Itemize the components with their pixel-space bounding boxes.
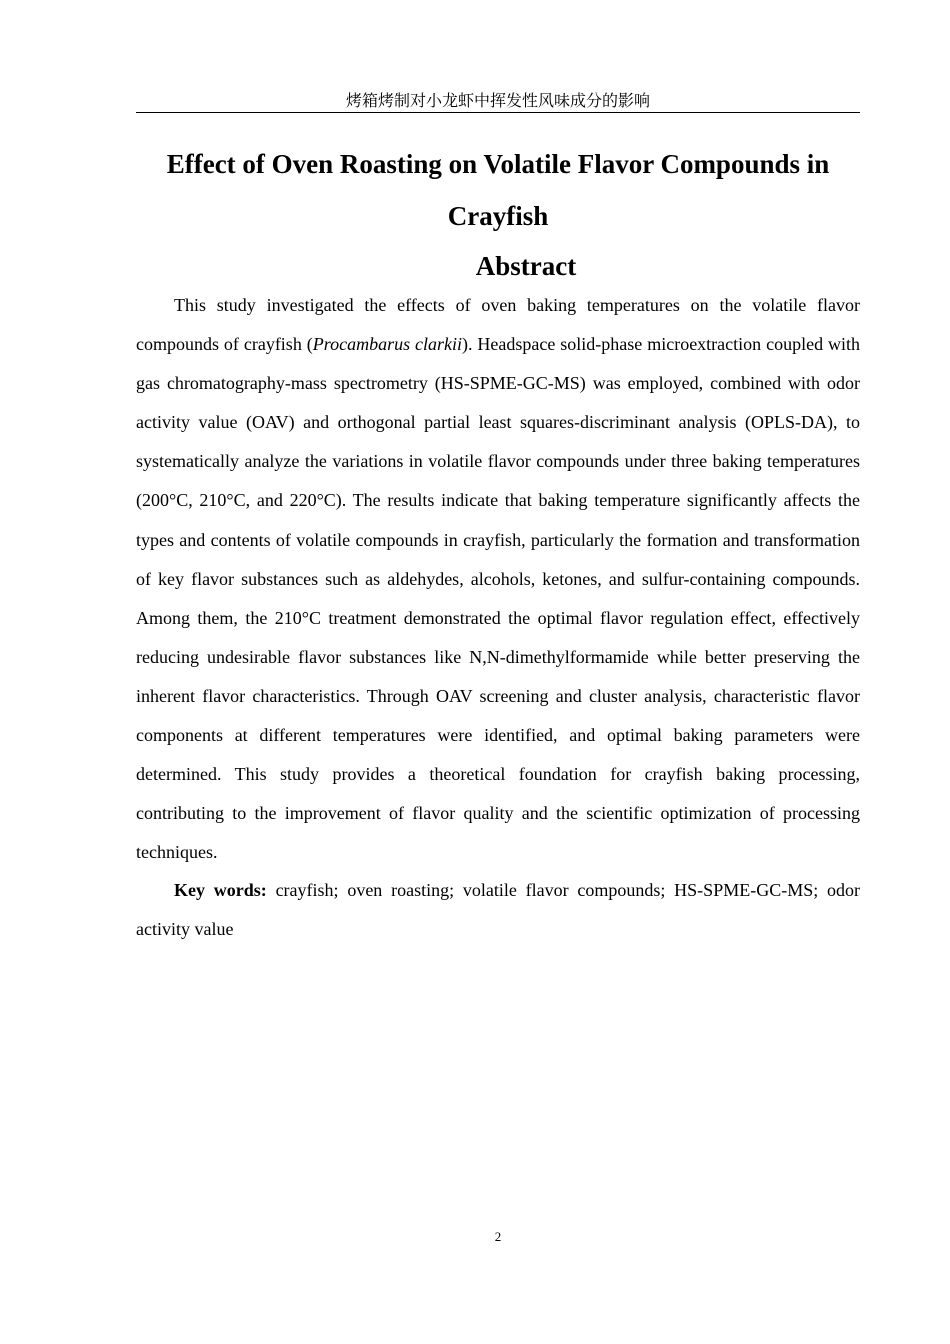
paper-title-line-1: Effect of Oven Roasting on Volatile Flavor Compounds in	[166, 149, 830, 179]
running-header-title: 烤箱烤制对小龙虾中挥发性风味成分的影响	[345, 91, 650, 110]
page-number: 2	[494, 1229, 502, 1244]
abstract-heading: Abstract	[475, 251, 577, 281]
keywords-paragraph	[136, 871, 860, 949]
abstract-text-part-2: ). Headspace solid-phase microextraction coupled with gas chromatography-mass spectrometry (HS-SPME-GC-MS) was employed, combined with odor activity value (OAV) and orthogonal partial least squares-discriminant analysis (OPLS-DA), to systematically analyze the variations in volatile flavor compounds under three baking temperatures (200°C, 210°C, and 220°C). The results indicate that baking temperature significantly affects the types and contents of volatile compounds in crayfish, particularly the formation and transformation of key flavor substances such as aldehydes, alcohols, ketones, and sulfur-containing compounds. Among them, the 210°C treatment demonstrated the optimal flavor regulation effect, effectively reducing undesirable flavor substances like N,N-dimethylformamide while better preserving the inherent flavor characteristics. Through OAV screening and cluster analysis, characteristic flavor components at different temperatures were identified, and optimal baking parameters were determined. This study provides a theoretical foundation for crayfish baking processing, contributing to the improvement of flavor quality and the scientific optimization of processing techniques.	[136, 334, 860, 863]
abstract-paragraph	[136, 286, 860, 872]
paper-title	[136, 138, 860, 242]
keywords-text: crayfish; oven roasting; volatile flavor compounds; HS-SPME-GC-MS; odor activity value	[136, 880, 860, 940]
running-header	[136, 90, 860, 113]
species-name: Procambarus clarkii	[312, 334, 462, 355]
abstract-text-part-1: This study investigated the effects of oven baking temperatures on the volatile flavor compounds of crayfish (	[136, 295, 860, 355]
keywords-label: Key words:	[174, 880, 267, 900]
paper-title-line-2: Crayfish	[447, 201, 549, 231]
